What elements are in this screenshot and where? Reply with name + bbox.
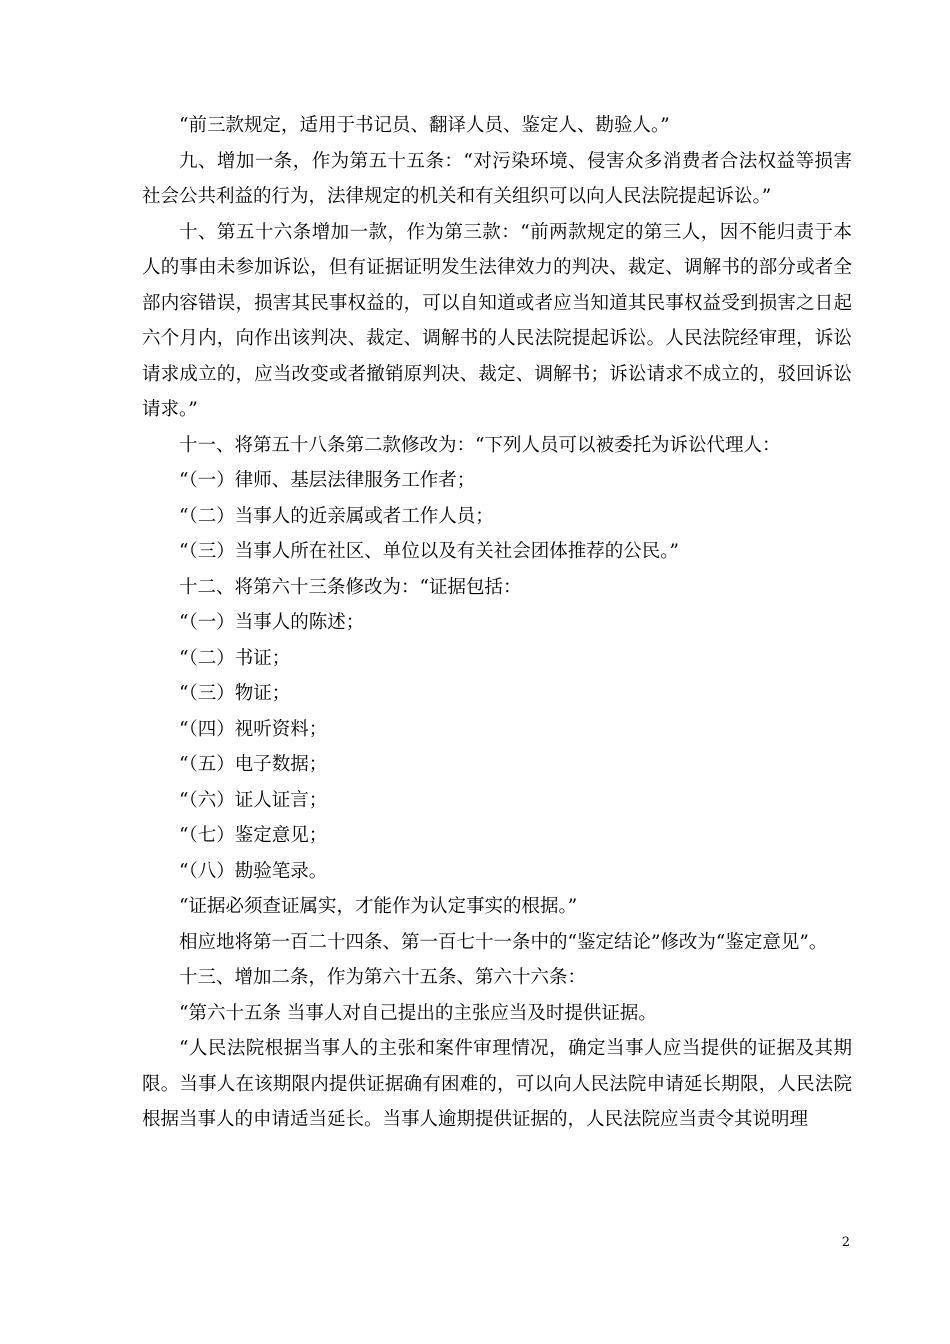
list-item: “（四）视听资料； xyxy=(179,718,328,740)
list-item: “（七）鉴定意见； xyxy=(179,825,328,846)
paragraph: “第六十五条 当事人对自己提出的主张应当及时提供证据。 xyxy=(179,1002,657,1024)
paragraph: “证据必须查证属实，才能作为认定事实的根据。” xyxy=(179,896,578,917)
list-item: “（一）律师、基层法律服务工作者； xyxy=(179,470,476,491)
document-body xyxy=(142,108,852,1138)
list-item: “（三）物证； xyxy=(179,683,291,704)
paragraph: 十三、增加二条，作为第六十五条、第六十六条： xyxy=(179,967,587,988)
paragraph: “前三款规定，适用于书记员、翻译人员、鉴定人、勘验人。” xyxy=(179,115,670,136)
paragraph: 十、第五十六条增加一款，作为第三款：“前两款规定的第三人，因不能归责于本人的事由未参加诉讼，但有证据证明发生法律效力的判决、裁定、调解书的部分或者全部内容错误，损害其民事权益的，可以自知道或者应当知道其民事权益受到损害之日起六个月内，向作出该判决、裁定、调解书的人民法院提起诉讼。人民法院经审理，诉讼请求成立的，应当改变或者撤销原判决、裁定、调解书；诉讼请求不成立的，驳回诉讼请求。” xyxy=(142,221,852,420)
paragraph: 十二、将第六十三条修改为：“证据包括： xyxy=(179,576,522,598)
list-item: “（六）证人证言； xyxy=(179,789,328,811)
list-item: “（八）勘验笔录。 xyxy=(179,860,328,882)
page-number: 2 xyxy=(841,1235,850,1250)
paragraph: 十一、将第五十八条第二款修改为：“下列人员可以被委托为诉讼代理人： xyxy=(179,434,781,456)
list-item: “（三）当事人所在社区、单位以及有关社会团体推荐的公民。” xyxy=(179,541,679,562)
paragraph: “人民法院根据当事人的主张和案件审理情况，确定当事人应当提供的证据及其期限。当事人在该期限内提供证据确有困难的，可以向人民法院申请延长期限，人民法院根据当事人的申请适当延长。当事人逾期提供证据的，人民法院应当责令其说明理 xyxy=(142,1038,852,1130)
paragraph: 九、增加一条，作为第五十五条：“对污染环境、侵害众多消费者合法权益等损害社会公共利益的行为，法律规定的机关和有关组织可以向人民法院提起诉讼。” xyxy=(142,150,852,207)
list-item: “（二）书证； xyxy=(179,647,291,669)
list-item: “（五）电子数据； xyxy=(179,754,328,775)
paragraph: 相应地将第一百二十四条、第一百七十一条中的“鉴定结论”修改为“鉴定意见”。 xyxy=(179,931,828,953)
list-item: “（一）当事人的陈述； xyxy=(179,612,365,633)
list-item: “（二）当事人的近亲属或者工作人员； xyxy=(179,505,494,527)
